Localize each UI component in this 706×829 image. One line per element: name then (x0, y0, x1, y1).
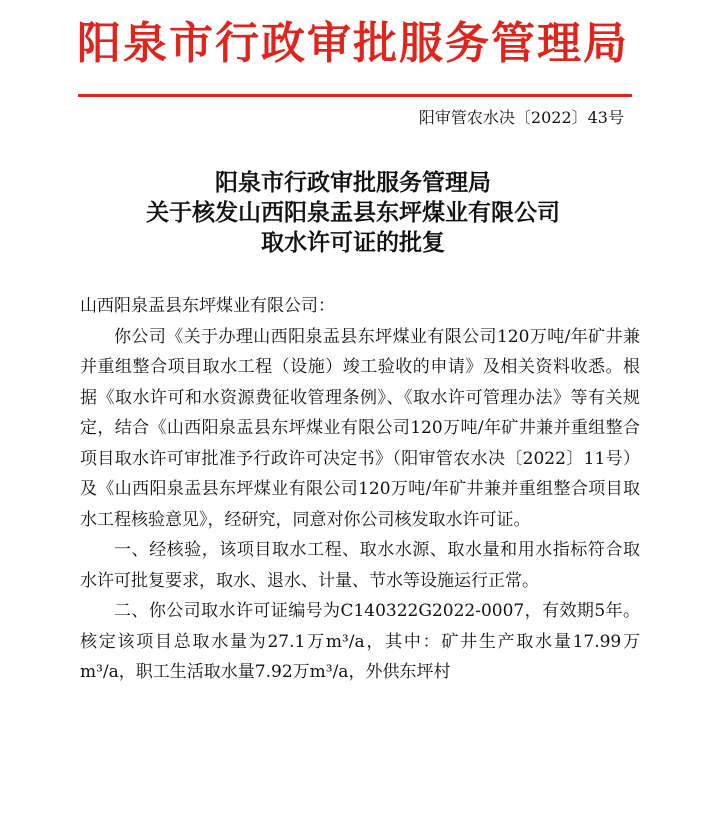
document-number: 阳审管农水决〔2022〕43号 (418, 108, 624, 127)
document-body (80, 291, 640, 688)
body-paragraph-1: 你公司《关于办理山西阳泉盂县东坪煤业有限公司120万吨/年矿井兼并重组整合项目取水工程（设施）竣工验收的申请》及相关资料收悉。根据《取水许可和水资源费征收管理条例》、《取水许可管理办法》等有关规定，结合《山西阳泉盂县东坪煤业有限公司120万吨/年矿井兼并重组整合项目取水许可审批准予行政许可决定书》（阳审管农水决〔2022〕11号）及《山西阳泉盂县东坪煤业有限公司120万吨/年矿井兼并重组整合项目取水工程核验意见》，经研究，同意对你公司核发取水许可证。 (80, 326, 640, 530)
body-paragraph-2: 一、经核验，该项目取水工程、取水水源、取水量和用水指标符合取水许可批复要求，取水、退水、计量、节水等设施运行正常。 (80, 540, 640, 591)
red-divider-line (78, 94, 632, 97)
document-title (0, 168, 706, 258)
salutation: 山西阳泉盂县东坪煤业有限公司： (80, 296, 335, 316)
agency-header-title: 阳泉市行政审批服务管理局 (77, 18, 629, 69)
title-line-2: 关于核发山西阳泉盂县东坪煤业有限公司 (146, 199, 560, 226)
title-line-3: 取水许可证的批复 (261, 229, 445, 256)
title-line-1: 阳泉市行政审批服务管理局 (215, 169, 491, 196)
body-paragraph-3: 二、你公司取水许可证编号为C140322G2022-0007，有效期5年。核定该项目总取水量为27.1万m³/a，其中：矿井生产取水量17.99万m³/a，职工生活取水量7.92万m³/a，外供东坪村 (80, 601, 640, 682)
